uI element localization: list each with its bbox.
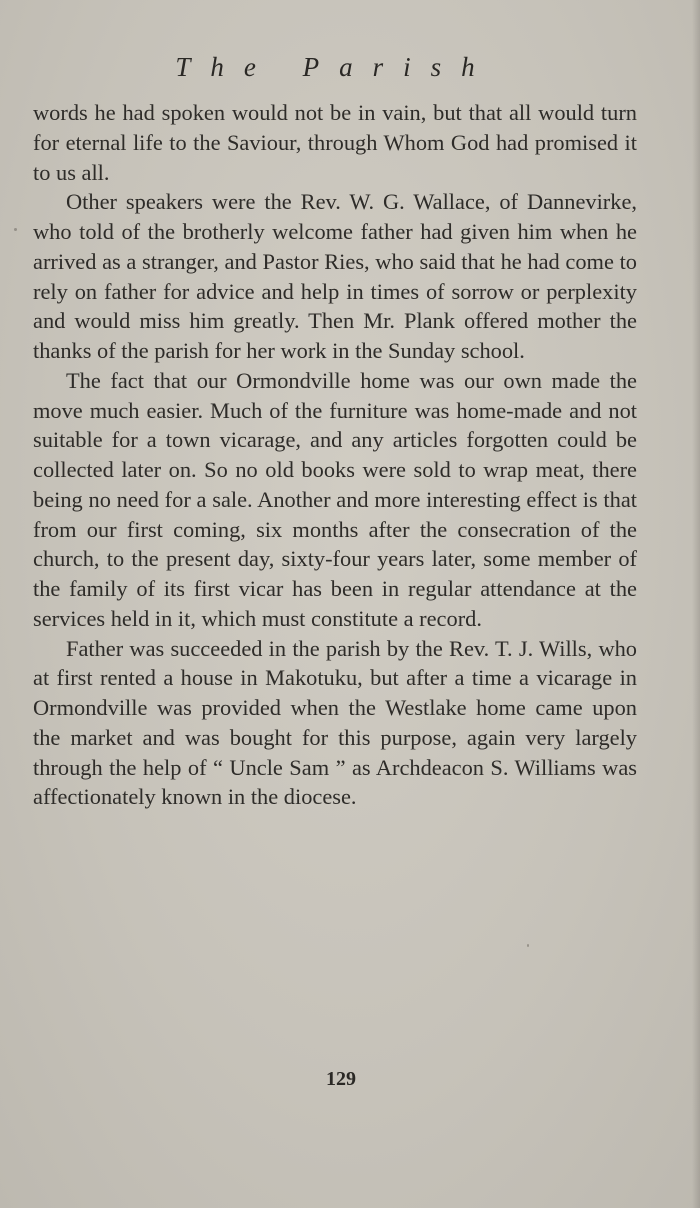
paragraph-3: The fact that our Ormondville home was our own made the move much easier. Much of the furniture was home-made and not suitable for a town vicarage, and any articles forgotten could be collected later on. So no old books were sold to wrap meat, there being no need for a sale. Another and more interesting effect is that from our first coming, six months after the consecration of the church, to the present day, sixty-four years later, some member of the family of its first vicar has been in regular attendance at the services held in it, which must constitute a record.	[33, 367, 637, 631]
paper-speck	[14, 228, 17, 231]
page-number: 129	[326, 1068, 356, 1090]
paragraph-2: Other speakers were the Rev. W. G. Wallace, of Dannevirke, who told of the brotherly welcome father had given him when he arrived as a stranger, and Pastor Ries, who said that he had come to rely on father for advice and help in times of sorrow or perplexity and would miss him greatly. Then Mr. Plank offered mother the thanks of the parish for her work in the Sunday school.	[33, 189, 637, 363]
paper-speck	[617, 372, 619, 374]
paragraph-1: words he had spoken would not be in vain, but that all would turn for eternal life to the Saviour, through Whom God had promised it to us all.	[33, 100, 637, 185]
page-edge-shadow	[692, 0, 700, 1208]
body-text	[33, 98, 637, 812]
running-head: The Parish	[175, 52, 495, 82]
paper-speck	[527, 944, 529, 947]
paragraph-4: Father was succeeded in the parish by the Rev. T. J. Wills, who at first rented a house in Makotuku, but after a time a vicarage in Ormondville was provided when the Westlake home came upon the market and was bought for this purpose, again very largely through the help of “ Uncle Sam ” as Archdeacon S. Williams was affectionately known in the diocese.	[33, 635, 637, 810]
